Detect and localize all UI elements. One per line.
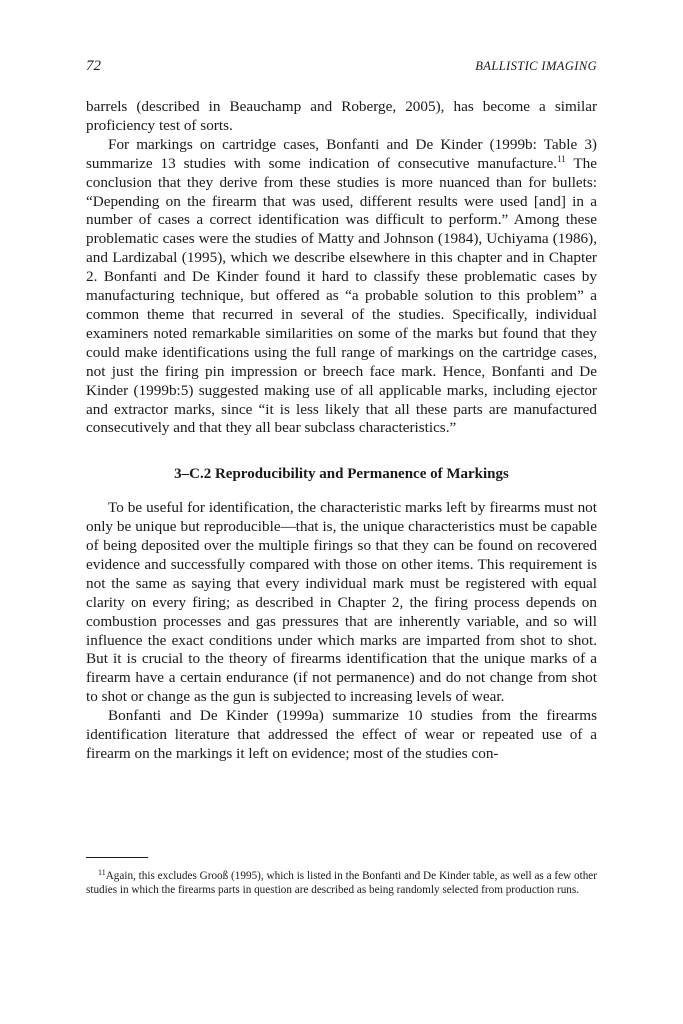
paragraph-wear-studies: Bonfanti and De Kinder (1999a) summarize 10 studies from the firearms identification literature that addressed the effect of wear or repeated use of a firearm on the markings it left on evidence; most of the studies con- xyxy=(86,707,597,762)
body-text xyxy=(86,98,597,764)
page-header xyxy=(86,58,597,75)
page-number: 72 xyxy=(86,58,101,74)
paragraph-continued: barrels (described in Beauchamp and Roberge, 2005), has become a similar proficiency test of sorts. xyxy=(86,98,597,134)
section-heading: 3–C.2 Reproducibility and Permanence of Markings xyxy=(174,466,509,483)
footnote-marker: 11 xyxy=(98,868,106,878)
footnote-divider xyxy=(86,857,148,858)
running-title: BALLISTIC IMAGING xyxy=(475,59,597,73)
paragraph-cartridge-cases xyxy=(86,136,597,439)
footnote-11 xyxy=(86,869,597,897)
footnote-reference[interactable]: 11 xyxy=(557,153,566,164)
paragraph-text-before-note: For markings on cartridge cases, Bonfanti and De Kinder (1999b: Table 3) summarize 13 studies with some indication of consecutive manufacture. xyxy=(86,135,597,172)
footnotes xyxy=(86,857,597,908)
footnote-text: Again, this excludes Grooß (1995), which is listed in the Bonfanti and De Kinder table, as well as a few other studies in which the firearms parts in question are described as being randomly selected from production runs. xyxy=(86,870,597,897)
paragraph-text-after-note: The conclusion that they derive from these studies is more nuanced than for bullets: “Depending on the firearm that was used, different results were used [and] in a number of cases a correct identification was difficult to perform.” Among these problematic cases were the studies of Matty and Johnson (1984), Uchiyama (1986), and Lardizabal (1995), which we describe elsewhere in this chapter and in Chapter 2. Bonfanti and De Kinder found it hard to classify these problematic cases by manufacturing technique, but offered as “a probable solution to this problem” a common theme that recurred in several of the studies. Specifically, individual examiners noted remarkable similarities on some of the marks but found that they could make identifications using the full range of markings on the cartridge cases, not just the firing pin impression or breech face mark. Hence, Bonfanti and De Kinder (1999b:5) suggested making use of all applicable marks, including ejector and extractor marks, since “it is less likely that all these parts are manufactured consecutively and that they all bear subclass characteristics.” xyxy=(86,154,597,437)
paragraph-reproducibility: To be useful for identification, the characteristic marks left by firearms must not only be unique but reproducible—that is, the unique characteristics must be capable of being deposited over the multiple firings so that they can be found on recovered evidence and successfully compared with those on other items. This requirement is not the same as saying that every individual mark must be registered with equal clarity on every firing; as described in Chapter 2, the firing process depends on combustion processes and gas pressures that are inherently variable, and so will influence the exact conditions under which marks are imparted from shot to shot. But it is crucial to the theory of firearms identification that the unique marks of a firearm have a certain endurance (if not permanence) and do not change from shot to shot or change as the gun is subjected to increasing levels of wear. xyxy=(86,499,597,706)
